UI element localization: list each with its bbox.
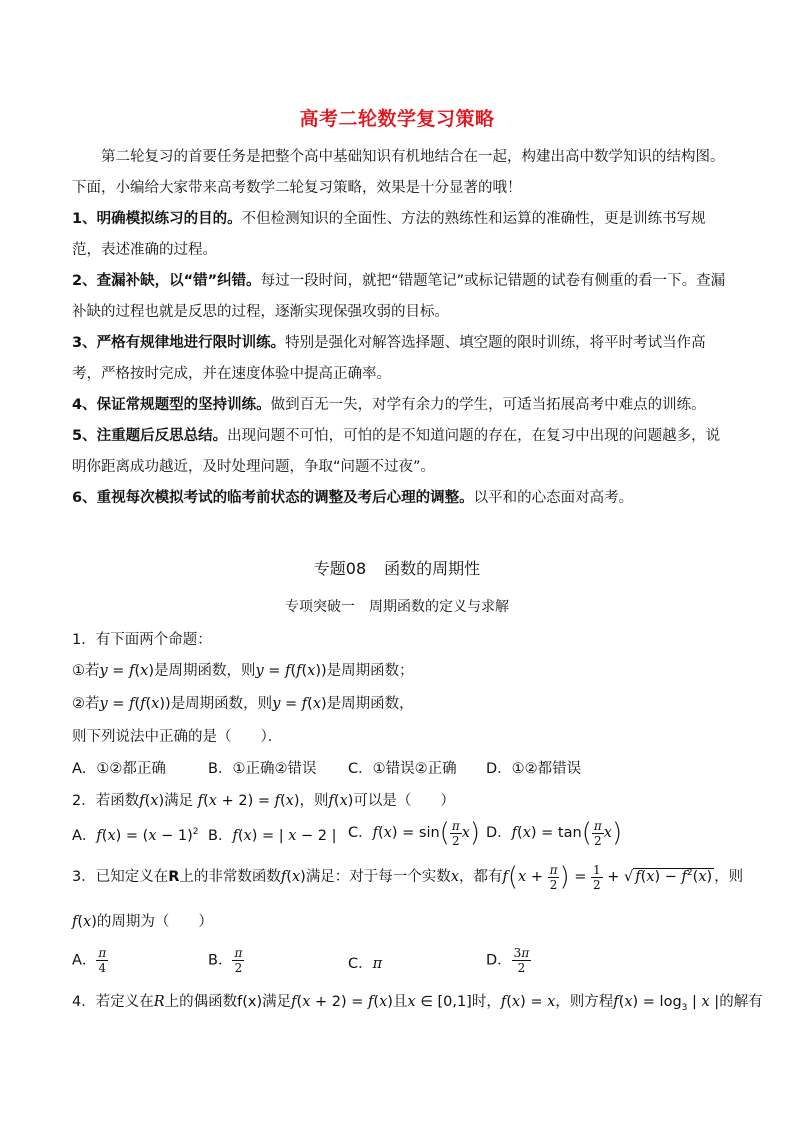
q3-option-c[interactable]: C．π [348,956,383,972]
q3-option-d[interactable]: D． $\frac{3\pi}{2}$ [486,946,530,975]
topic-name: 函数的周期性 [384,559,481,578]
q2-options [72,818,732,854]
section-label: 专项突破一 [285,599,355,615]
q4-stem: 4．若定义在R上的偶函数f(x)满足f(x + 2) = f(x)且x ∈ [0,1]时，f(x) = x，则方程$f(x) = \log_3$ | x |的解有 [72,994,763,1013]
intro-paragraph: 第二轮复习的首要任务是把整个高中基础知识有机地结合在一起，构建出高中数学知识的结构图。下面，小编给大家带来高考数学二轮复习策略，效果是十分显著的哦！ [72,149,725,196]
page-title: 高考二轮数学复习策略 [299,108,495,130]
q3-options [72,946,732,982]
q3-option-b[interactable]: B． $\frac{\pi}{2}$ [208,946,243,975]
q1-ask: 则下列说法中正确的是（ ）． [72,729,283,745]
strategy-5-heading: 5、注重题后反思总结。 [72,428,228,444]
strategy-1-heading: 1、明确模拟练习的目的。 [72,211,242,227]
q2-option-a[interactable]: A．$f(x) = (x - 1)^2$ [72,827,199,844]
q2-option-c[interactable]: C．f(x) = sin( $\frac{\pi}{2}$ x) [348,818,481,848]
strategy-1 [72,204,726,266]
q1-option-b[interactable]: B．①正确②错误 [208,761,317,777]
topic-heading [0,556,794,579]
strategy-5-text: 出现问题不可怕，可怕的是不知道问题的存在，在复习中出现的问题越多，说明你距离成功越近，及时处理问题，争取“问题不过夜”。 [72,428,721,475]
q1-option-a[interactable]: A．①②都正确 [72,761,166,777]
strategy-6 [72,483,726,514]
strategy-3-text: 特别是强化对解答选择题、填空题的限时训练，将平时考试当作高考，严格按时完成，并在速度体验中提高正确率。 [72,335,706,382]
q3-line-2: f(x)的周期为（ ） [72,914,213,930]
strategy-4-heading: 4、保证常规题型的坚持训练。 [72,397,271,413]
strategy-3 [72,328,726,390]
section-heading [0,596,794,616]
q1-stem: 1．有下面两个命题： [72,632,212,648]
strategy-2-heading: 2、查漏补缺，以“错”纠错。 [72,273,261,289]
strategy-1-text: 不但检测知识的全面性、方法的熟练性和运算的准确性，更是训练书写规范，表述准确的过程。 [72,211,706,258]
q1-proposition-1: ①若y = f(x)是周期函数，则y = f(f(x))是周期函数； [72,663,414,679]
q1-option-c[interactable]: C．①错误②正确 [348,761,457,777]
q2-option-b[interactable]: B．f(x) = | x − 2 | [208,828,337,844]
q1-option-d[interactable]: D．①②都错误 [486,761,582,777]
q2-stem: 2．若函数f(x)满足 f(x + 2) = f(x)，则f(x)可以是（ ） [72,793,455,809]
strategy-3-heading: 3、严格有规律地进行限时训练。 [72,335,286,351]
q2-option-d[interactable]: D．f(x) = tan( $\frac{\pi}{2}$ x) [486,818,623,848]
strategy-2 [72,266,726,328]
q3-stem: 3．已知定义在R上的非常数函数f(x)满足：对于每一个实数x，都有f(x + $\frac{\pi}{2}$ ) = $\frac{1}{2}$ + √ $f(x) - f^2(x)$ ，则 [72,862,744,892]
strategy-2-text: 每过一段时间，就把“错题笔记”或标记错题的试卷有侧重的看一下。查漏补缺的过程也就是反思的过程，逐渐实现保强攻弱的目标。 [72,273,726,320]
strategy-4 [72,390,726,421]
section-name: 周期函数的定义与求解 [369,599,509,615]
q3-option-a[interactable]: A． $\frac{\pi}{4}$ [72,946,107,975]
strategy-6-text: 以平和的心态面对高考。 [473,490,634,506]
strategy-4-text: 做到百无一失，对学有余力的学生，可适当拓展高考中难点的训练。 [270,397,706,413]
topic-number: 专题08 [313,559,367,578]
strategy-5 [72,421,726,483]
strategy-6-heading: 6、重视每次模拟考试的临考前状态的调整及考后心理的调整。 [72,490,474,506]
q1-proposition-2: ②若y = f(f(x))是周期函数，则y = f(x)是周期函数， [72,696,414,712]
